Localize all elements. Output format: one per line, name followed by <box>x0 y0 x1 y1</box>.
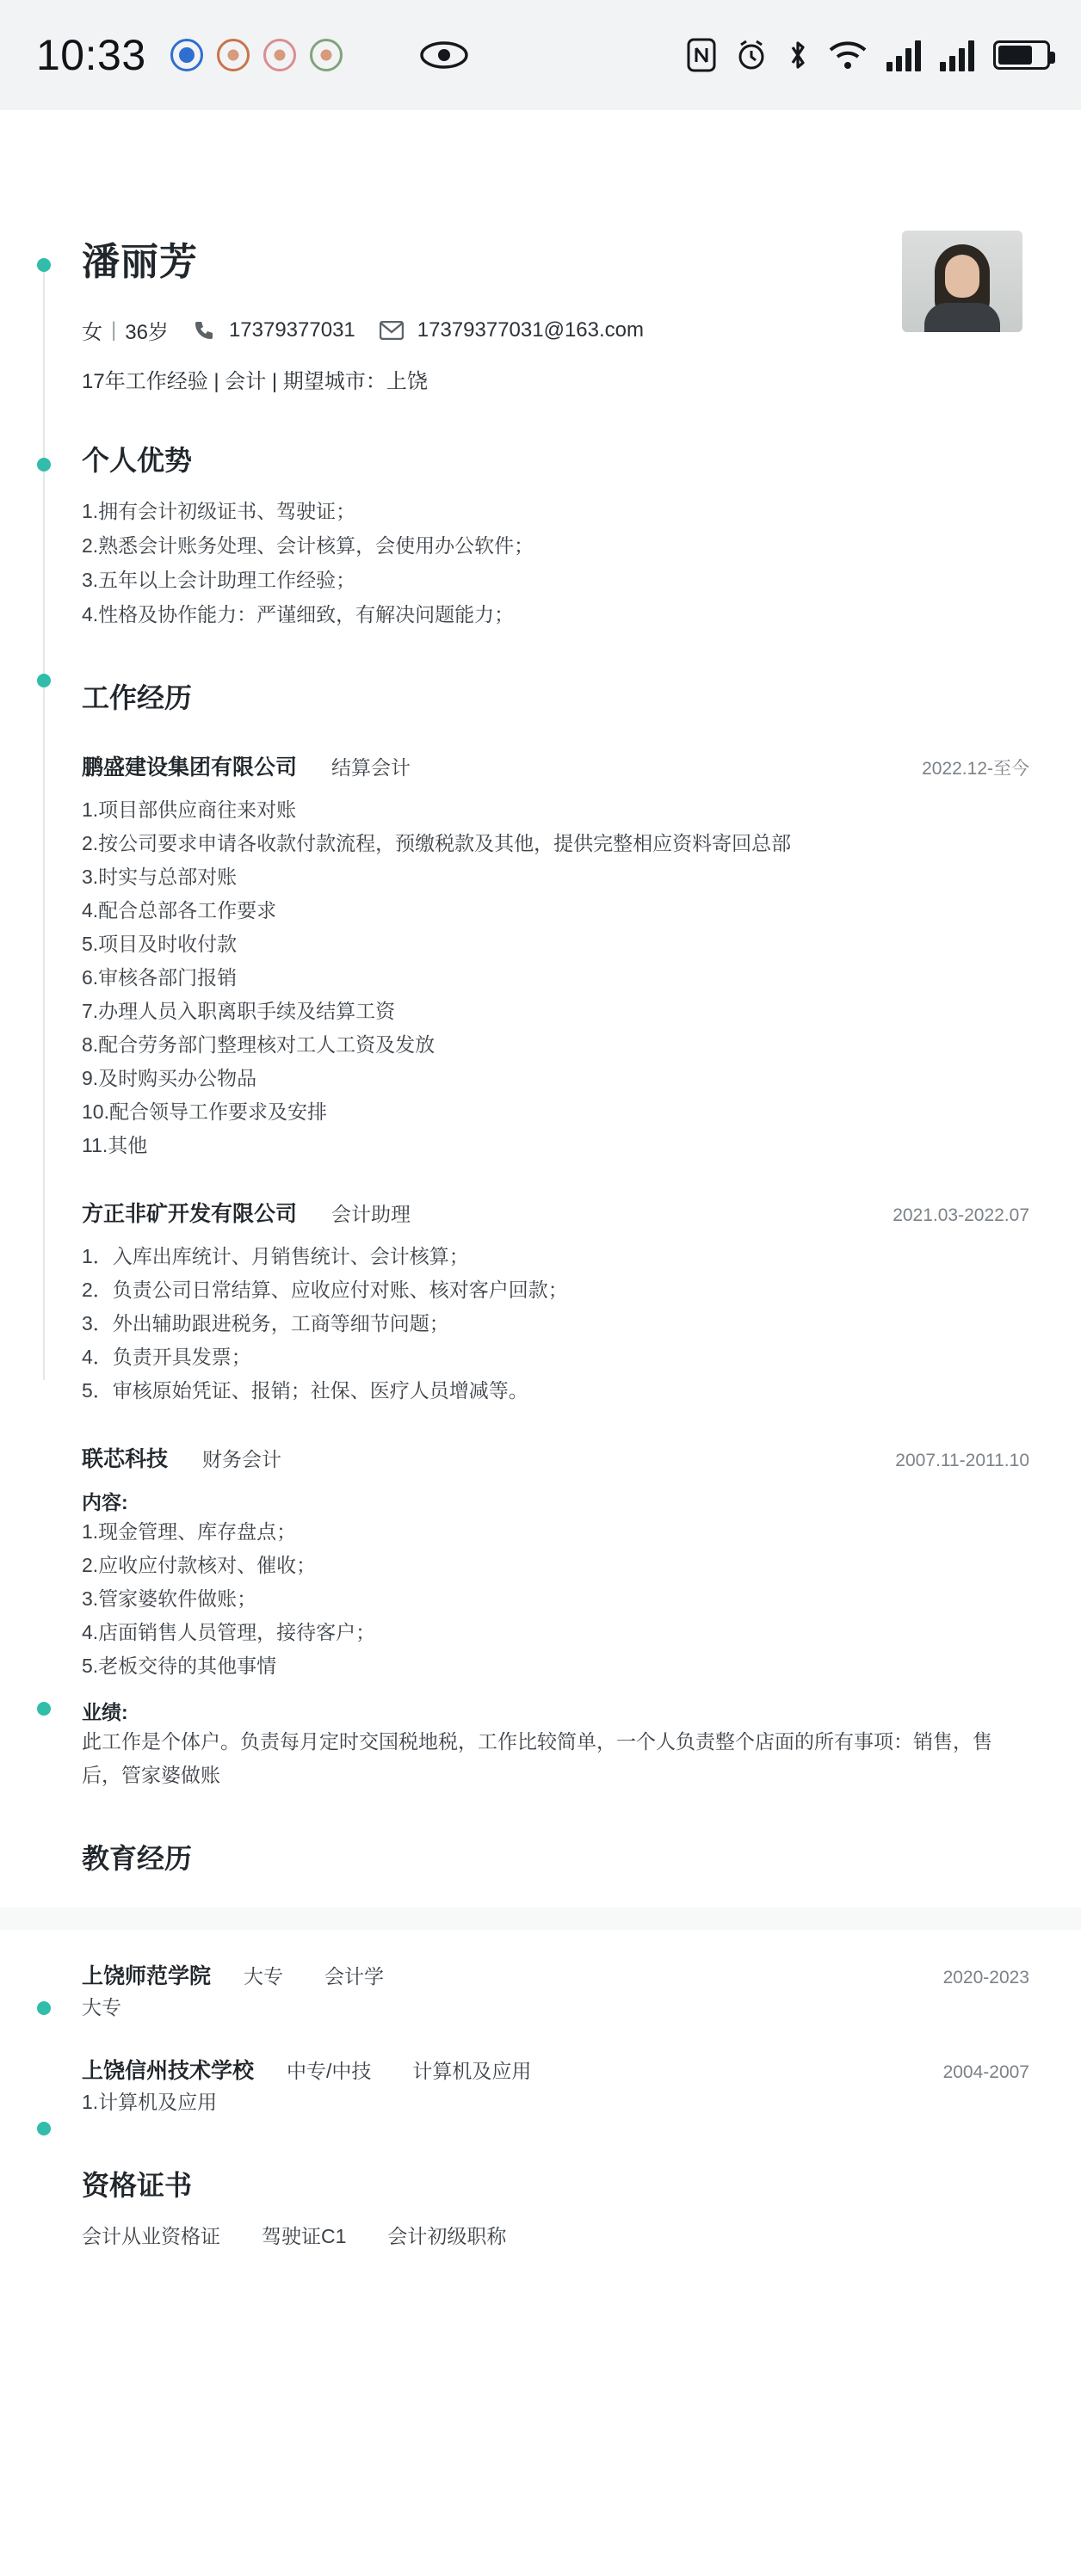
eye-icon <box>420 40 468 70</box>
list-item: 2.按公司要求申请各收款付款流程，预缴税款及其他，提供完整相应资料寄回总部 <box>82 832 792 854</box>
education-note: 1.计算机及应用 <box>82 2091 218 2113</box>
list-item: 会计从业资格证 <box>82 2225 220 2247</box>
experience-item <box>82 1197 1029 1408</box>
section-title-experience: 工作经历 <box>82 682 193 713</box>
job-block-label: 内容: <box>82 1491 128 1513</box>
profile-meta-line-2: 17年工作经验 | 会计 | 期望城市：上饶 <box>82 370 428 393</box>
education-item <box>82 2054 1029 2119</box>
timeline-rail <box>43 258 45 1380</box>
education-degree: 中专/中技 <box>287 2060 372 2082</box>
badge-flower-icon <box>217 39 250 71</box>
list-item: 3．外出辅助跟进税务，工商等细节问题； <box>82 1312 449 1334</box>
experience-item <box>82 750 1029 1162</box>
timeline-dot-advantages <box>37 458 51 471</box>
list-item: 2．负责公司日常结算、应收应付对账、核对客户回款； <box>82 1279 568 1301</box>
list-item: 此工作是个体户。负责每月定时交国税地税，工作比较简单，一个人负责整个店面的所有事项：销售，售后，管家婆做账 <box>82 1730 992 1786</box>
signal-1-icon <box>886 39 921 71</box>
job-date: 2022.12-至今 <box>922 759 1029 779</box>
timeline-dot-education <box>37 1702 51 1716</box>
wifi-icon <box>828 40 868 71</box>
page-title: 潘丽芳 <box>82 241 198 283</box>
phone-icon <box>193 319 215 342</box>
list-item: 会计初级职称 <box>387 2225 507 2247</box>
education-school: 上饶师范学院 <box>82 1964 212 1988</box>
list-item: 5.老板交待的其他事情 <box>82 1655 277 1677</box>
education-major: 计算机及应用 <box>412 2060 532 2082</box>
list-item: 10.配合领导工作要求及安排 <box>82 1100 327 1123</box>
profile-email[interactable]: 17379377031@163.com <box>417 317 645 342</box>
education-header <box>82 2054 1029 2085</box>
timeline-dot-end <box>37 2122 51 2135</box>
education-note: 大专 <box>82 1996 121 2018</box>
status-bar <box>0 0 1081 110</box>
education-divider-band <box>0 1907 1081 1930</box>
profile-age: 36岁 <box>125 321 169 344</box>
job-date: 2021.03-2022.07 <box>893 1205 1029 1225</box>
list-item: 1.现金管理、库存盘点； <box>82 1520 297 1543</box>
list-item: 3.五年以上会计助理工作经验； <box>82 569 356 591</box>
list-item: 3.管家婆软件做账； <box>82 1587 257 1610</box>
profile-info <box>82 231 644 394</box>
timeline-dot-experience <box>37 674 51 687</box>
job-duties <box>82 793 1029 1162</box>
list-item: 4.性格及协作能力：严谨细致，有解决问题能力； <box>82 603 515 626</box>
profile-gender: 女 <box>82 321 102 344</box>
list-item: 3.时实与总部对账 <box>82 866 238 888</box>
avatar <box>902 231 1022 332</box>
education-date: 2020-2023 <box>942 1968 1029 1987</box>
badge-blue-icon <box>170 39 203 71</box>
section-experience <box>82 676 1029 1792</box>
battery-icon <box>993 40 1050 70</box>
list-item: 1.拥有会计初级证书、驾驶证； <box>82 500 356 522</box>
list-item: 5.项目及时收付款 <box>82 933 238 955</box>
profile-header <box>82 110 1029 394</box>
education-major: 会计学 <box>324 1965 385 1987</box>
mail-icon <box>380 321 404 340</box>
experience-item <box>82 1442 1029 1792</box>
section-title-education: 教育经历 <box>82 1843 193 1874</box>
education-degree: 大专 <box>244 1965 284 1987</box>
timeline-dot-profile <box>37 258 51 272</box>
education-header <box>82 1959 1029 1990</box>
list-item: 驾驶证C1 <box>262 2225 347 2247</box>
job-role: 会计助理 <box>331 1203 411 1225</box>
signal-2-icon <box>940 39 974 71</box>
education-item <box>82 1959 1029 2024</box>
job-company: 联芯科技 <box>82 1447 169 1471</box>
timeline-dot-certificates <box>37 2001 51 2015</box>
education-date: 2004-2007 <box>942 2062 1029 2082</box>
alarm-icon <box>735 39 768 71</box>
section-title-advantages: 个人优势 <box>82 445 193 476</box>
job-company: 方正非矿开发有限公司 <box>82 1202 298 1226</box>
list-item: 8.配合劳务部门整理核对工人工资及发放 <box>82 1033 435 1056</box>
list-item: 5．审核原始凭证、报销；社保、医疗人员增减等。 <box>82 1379 528 1402</box>
meta-separator: | <box>111 317 117 342</box>
job-duties <box>82 1487 1029 1792</box>
job-role: 结算会计 <box>331 756 411 779</box>
job-header <box>82 1442 1029 1473</box>
nfc-icon <box>687 38 716 72</box>
section-certificates <box>82 2164 1029 2249</box>
job-company: 鹏盛建设集团有限公司 <box>82 755 298 780</box>
bluetooth-icon <box>787 38 809 72</box>
job-header <box>82 750 1029 781</box>
status-system-icons <box>687 0 1050 110</box>
profile-meta-line-1 <box>82 315 644 345</box>
education-school: 上饶信州技术学校 <box>82 2059 255 2083</box>
list-item: 7.办理人员入职离职手续及结算工资 <box>82 1000 396 1022</box>
list-item: 2.熟悉会计账务处理、会计核算，会使用办公软件； <box>82 534 534 557</box>
list-item: 1．入库出库统计、月销售统计、会计核算； <box>82 1245 469 1267</box>
section-education <box>82 1837 1029 1877</box>
job-date: 2007.11-2011.10 <box>895 1451 1029 1470</box>
list-item: 11.其他 <box>82 1134 148 1156</box>
resume-page <box>0 110 1081 2576</box>
job-header <box>82 1197 1029 1228</box>
job-block-label: 业绩: <box>82 1701 128 1723</box>
status-notification-badges <box>170 39 343 71</box>
badge-flower-green-icon <box>310 39 343 71</box>
profile-phone[interactable]: 17379377031 <box>228 317 355 342</box>
list-item: 4．负责开具发票； <box>82 1346 251 1368</box>
list-item: 9.及时购买办公物品 <box>82 1067 257 1089</box>
section-advantages <box>82 439 1029 632</box>
list-item: 4.店面销售人员管理，接待客户； <box>82 1621 376 1643</box>
list-item: 2.应收应付款核对、催收； <box>82 1554 317 1576</box>
list-item: 4.配合总部各工作要求 <box>82 899 277 921</box>
advantages-list <box>82 494 1029 632</box>
page-bottom-space <box>0 2249 1081 2524</box>
badge-flower-pink-icon <box>263 39 296 71</box>
list-item: 1.项目部供应商往来对账 <box>82 798 297 821</box>
certificates-list <box>82 2221 1029 2249</box>
job-role: 财务会计 <box>202 1448 282 1470</box>
section-title-certificates: 资格证书 <box>82 2170 193 2201</box>
job-duties <box>82 1240 1029 1408</box>
list-item: 6.审核各部门报销 <box>82 966 238 989</box>
status-clock: 10:33 <box>36 31 146 79</box>
